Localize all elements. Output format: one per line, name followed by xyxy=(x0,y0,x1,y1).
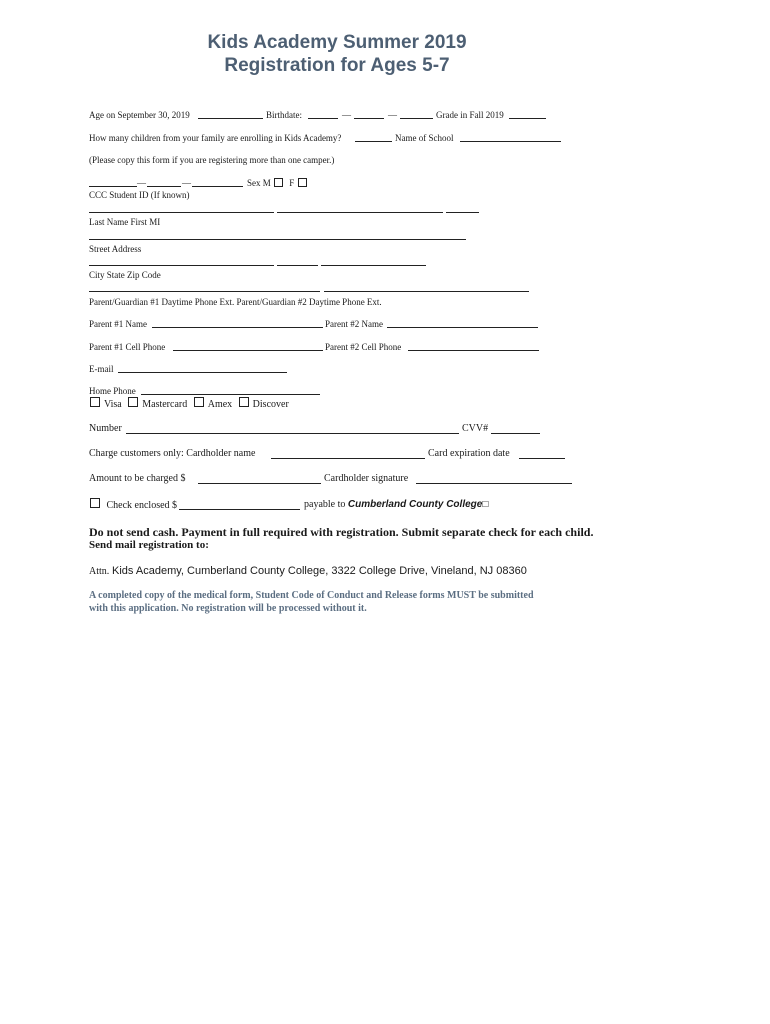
sex-f-label: F xyxy=(289,178,295,188)
cardholder-signature-label: Cardholder signature xyxy=(324,473,409,484)
age-label: Age on September 30, 2019 xyxy=(89,110,190,120)
check-enclosed-group xyxy=(89,498,177,513)
cardholder-name-field[interactable] xyxy=(271,458,425,459)
form-title: Kids Academy Summer 2019 xyxy=(207,32,467,53)
card-expiration-field[interactable] xyxy=(519,458,565,459)
student-id-part2-field[interactable] xyxy=(147,186,181,187)
card-expiration-label: Card expiration date xyxy=(428,448,510,459)
name-label: Last Name First MI xyxy=(89,217,161,227)
check-amount-field[interactable] xyxy=(179,509,300,510)
school-name-label: Name of School xyxy=(395,133,454,143)
email-field[interactable] xyxy=(118,372,287,373)
required-forms-note-line2: with this application. No registration will be processed without it. xyxy=(89,603,367,614)
cardholder-name-label: Charge customers only: Cardholder name xyxy=(89,448,256,459)
card-number-label: Number xyxy=(89,423,122,434)
home-phone-field[interactable] xyxy=(141,394,320,395)
children-count-label: How many children from your family are enrolling in Kids Academy? xyxy=(89,133,342,143)
mastercard-label: Mastercard xyxy=(142,399,188,410)
school-name-field[interactable] xyxy=(460,141,561,142)
guardian1-daytime-phone-field[interactable] xyxy=(89,291,320,292)
student-id-label: CCC Student ID (If known) xyxy=(89,190,190,200)
parent1-name-label: Parent #1 Name xyxy=(89,319,147,329)
visa-checkbox[interactable] xyxy=(90,397,100,407)
amount-label: Amount to be charged $ xyxy=(89,473,186,484)
sex-f-checkbox[interactable] xyxy=(298,178,307,187)
zip-field[interactable] xyxy=(321,265,426,266)
send-mail-label: Send mail registration to: xyxy=(89,539,209,551)
age-field[interactable] xyxy=(198,118,263,119)
middle-initial-field[interactable] xyxy=(446,212,479,213)
card-number-field[interactable] xyxy=(126,433,459,434)
amount-field[interactable] xyxy=(198,483,321,484)
children-count-field[interactable] xyxy=(355,141,392,142)
form-subtitle: Registration for Ages 5-7 xyxy=(224,55,450,76)
date-separator: — xyxy=(388,110,397,120)
card-type-row xyxy=(89,397,289,412)
guardian2-daytime-phone-field[interactable] xyxy=(324,291,529,292)
cvv-field[interactable] xyxy=(491,433,540,434)
birthdate-label: Birthdate: xyxy=(266,110,302,120)
amex-label: Amex xyxy=(207,399,233,410)
check-enclosed-label: Check enclosed $ xyxy=(106,500,178,511)
parent1-cell-label: Parent #1 Cell Phone xyxy=(89,342,166,352)
visa-label: Visa xyxy=(104,399,122,410)
sex-label xyxy=(247,177,311,189)
student-id-part1-field[interactable] xyxy=(89,186,137,187)
sex-m-checkbox[interactable] xyxy=(274,178,283,187)
guardian-phone-label: Parent/Guardian #1 Daytime Phone Ext. Parent/Guardian #2 Daytime Phone Ext. xyxy=(89,297,382,307)
cvv-label: CVV# xyxy=(462,423,489,434)
grade-label: Grade in Fall 2019 xyxy=(436,110,504,120)
parent2-cell-field[interactable] xyxy=(408,350,539,351)
id-separator: — xyxy=(182,178,191,188)
email-label: E-mail xyxy=(89,364,114,374)
city-field[interactable] xyxy=(89,265,274,266)
city-state-zip-label: City State Zip Code xyxy=(89,270,161,280)
birth-year-field[interactable] xyxy=(400,118,433,119)
state-field[interactable] xyxy=(277,265,318,266)
copy-note: (Please copy this form if you are registering more than one camper.) xyxy=(89,155,335,165)
cardholder-signature-field[interactable] xyxy=(416,483,572,484)
parent2-name-field[interactable] xyxy=(387,327,538,328)
parent2-cell-label: Parent #2 Cell Phone xyxy=(325,342,402,352)
attn-prefix: Attn. xyxy=(89,566,110,577)
mastercard-checkbox[interactable] xyxy=(128,397,138,407)
mailing-address-text: Kids Academy, Cumberland County College, 3322 College Drive, Vineland, NJ 08360 xyxy=(112,565,527,577)
mailing-address xyxy=(89,564,527,579)
birth-day-field[interactable] xyxy=(354,118,384,119)
street-address-field[interactable] xyxy=(89,239,466,240)
payable-label: payable to xyxy=(304,499,346,510)
no-cash-warning: Do not send cash. Payment in full required with registration. Submit separate check for each child. xyxy=(89,525,594,539)
parent1-cell-field[interactable] xyxy=(173,350,323,351)
birth-month-field[interactable] xyxy=(308,118,338,119)
grade-field[interactable] xyxy=(509,118,546,119)
parent2-name-label: Parent #2 Name xyxy=(325,319,383,329)
date-separator: — xyxy=(342,110,351,120)
street-address-label: Street Address xyxy=(89,244,142,254)
sex-m-label: Sex M xyxy=(247,178,271,188)
discover-label: Discover xyxy=(252,399,289,410)
first-name-field[interactable] xyxy=(277,212,443,213)
last-name-field[interactable] xyxy=(89,212,274,213)
payable-glyph: □ xyxy=(482,499,489,510)
home-phone-label: Home Phone xyxy=(89,386,136,396)
parent1-name-field[interactable] xyxy=(152,327,323,328)
required-forms-note-line1: A completed copy of the medical form, Student Code of Conduct and Release forms MUST be submitted xyxy=(89,590,534,601)
payable-group xyxy=(304,498,488,512)
check-enclosed-checkbox[interactable] xyxy=(90,498,100,508)
amex-checkbox[interactable] xyxy=(194,397,204,407)
discover-checkbox[interactable] xyxy=(239,397,249,407)
id-separator: — xyxy=(137,178,146,188)
payable-to-name: Cumberland County College xyxy=(347,499,483,510)
student-id-part3-field[interactable] xyxy=(192,186,243,187)
